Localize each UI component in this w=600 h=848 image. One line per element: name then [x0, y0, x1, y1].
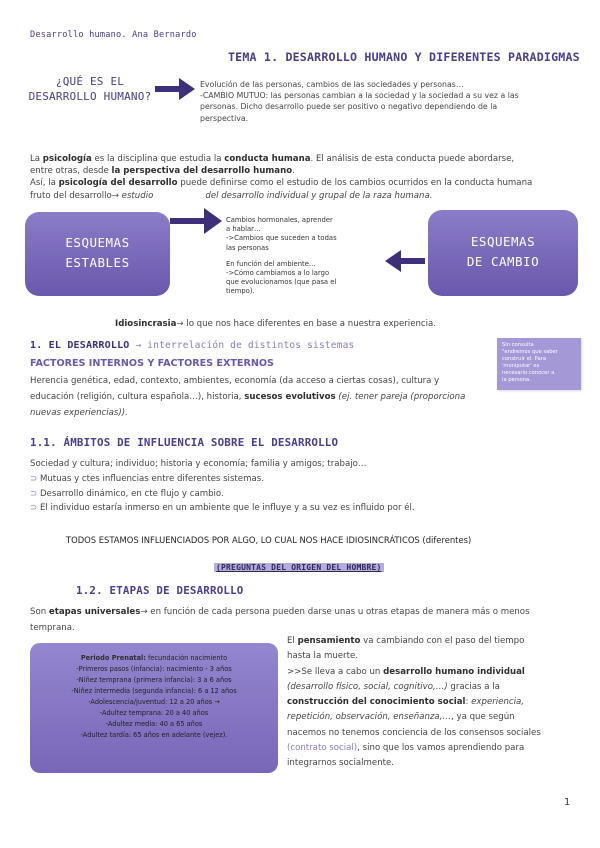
section-1-2-heading: 1.2. ETAPAS DE DESARROLLO [76, 584, 244, 597]
list-item: -Adultez media: 40 a 65 años [105, 720, 203, 728]
right-arrow-icon [155, 78, 195, 100]
left-arrow-icon [385, 250, 425, 272]
factors-text: Herencia genética, edad, contexto, ambientes, economía (da acceso a ciertas cosas), cultura y educación (religión, cultura española…), historia, sucesos evolutivos (ej. tener pareja (proporciona nuevas experiencias)). [30, 376, 466, 418]
changes-text: Cambios hormonales, aprender a hablar… ->Cambios que suceden a todas las personas En función del ambiente… ->Cómo cambiamos a lo largo que evolucionamos (que pasa el tiempo). [226, 216, 337, 296]
list-item: -Primeros pasos (infancia): nacimiento - 3 años [76, 665, 232, 673]
list-item: -Adolescencia/juventud: 12 a 20 años → [88, 698, 220, 706]
question-heading [20, 74, 160, 104]
change-box-line-1: ESQUEMAS [470, 234, 536, 249]
change-box-line-2: DE CAMBIO [466, 254, 540, 269]
section-1-heading: 1. EL DESARROLLO → interrelación de distintos sistemas [30, 340, 355, 351]
section-1-1-text: Sociedad y cultura; individuo; historia y economía; familia y amigos; trabajo… ⊃ Mutuas y ctes influencias entre diferentes sistemas. ⊃ Desarrollo dinámico, en cte flujo y cambio. ⊃ El individuo estaría inmerso en un ambiente que le influye y a su vez es influido por él. [30, 457, 550, 516]
factors-heading: FACTORES INTERNOS Y FACTORES EXTERNOS [30, 358, 274, 369]
intro-line-1: Evolución de las personas, cambios de las sociedades y personas… [200, 80, 464, 89]
intro-line-4: perspectiva. [200, 113, 249, 123]
stable-schemes-box [25, 212, 170, 296]
list-item: -Adultez temprana: 20 a 40 años [99, 709, 209, 717]
list-item: Periodo Prenatal: fecundación nacimiento [80, 654, 228, 662]
change-schemes-box [428, 210, 578, 296]
thought-paragraph: El pensamiento va cambiando con el paso del tiempo hasta la muerte. >>Se lleva a cabo un desarrollo humano individual (desarrollo físico, social, cognitivo,…) gracias a la construcción del conocimiento social: experiencia, repetición, observación, enseñanza,…, ya que según nacemos no tenemos conciencia de los consensos sociales (contrato social), sino que los vamos aprendiendo para integrarnos socialmente. [287, 636, 541, 769]
header-author: Desarrollo humano. Ana Bernardo [30, 30, 197, 40]
origin-questions: (PREGUNTAS DEL ORIGEN DEL HOMBRE) [216, 563, 382, 572]
question-line-1: ¿QUÉ ES EL [55, 75, 125, 88]
list-item: -Niñez temprana (primera infancia): 3 a 6 años [76, 676, 232, 684]
section-1-1-heading: 1.1. ÁMBITOS DE INFLUENCIA SOBRE EL DESARROLLO [30, 436, 339, 449]
list-item: ⊃ Mutuas y ctes influencias entre diferentes sistemas. [30, 473, 264, 484]
influence-statement: TODOS ESTAMOS INFLUENCIADOS POR ALGO, LO CUAL NOS HACE IDIOSINCRÁTICOS (diferentes) [66, 535, 472, 545]
list-item: ⊃ El individuo estaría inmerso en un ambiente que le influye y a su vez es influido por él. [30, 503, 415, 514]
psychology-paragraph: La psicología es la disciplina que estudia la conducta humana. El análisis de esta conducta puede abordarse, entre otras, desde la perspectiva del desarrollo humano. Así, la psicología del desarrollo puede definirse como el estudio de los cambios ocurridos en la conducta humana fruto del desarrollo→ estudio del desarrollo individual y grupal de la raza humana. [30, 154, 533, 201]
page-title: TEMA 1. DESARROLLO HUMANO Y DIFERENTES PARADIGMAS [228, 50, 580, 64]
right-arrow-icon [170, 208, 222, 234]
stable-box-line-1: ESQUEMAS [65, 235, 130, 250]
list-item: -Niñez intermedia (segunda infancia): 6 a 12 años [71, 687, 237, 695]
list-item: -Adultez tardía: 65 años en adelante (vejez). [80, 731, 228, 739]
intro-line-2: -CAMBIO MUTUO: las personas cambian a la sociedad y la sociedad a su vez a las [200, 91, 519, 101]
idiosincrasia-definition: Idiosincrasia→ lo que nos hace diferentes en base a nuestra experiencia. [115, 319, 437, 329]
section-1-2-text: Son etapas universales→ en función de cada persona pueden darse unas u otras etapas de manera más o menos temprana. [30, 607, 530, 633]
intro-line-3: personas. Dicho desarrollo puede ser positivo o negativo dependiendo de la [200, 102, 498, 112]
sticky-note: Sin consulta "endremos que saber construir el. Para 'moniputar' es necesario conocer a la persona. [497, 338, 581, 390]
intro-text [200, 79, 578, 124]
development-stages-box [30, 643, 278, 773]
page-number: 1 [564, 797, 571, 808]
list-item: ⊃ Desarrollo dinámico, en cte flujo y cambio. [30, 488, 224, 499]
question-line-2: DESARROLLO HUMANO? [28, 90, 152, 103]
stable-box-line-2: ESTABLES [65, 255, 130, 270]
